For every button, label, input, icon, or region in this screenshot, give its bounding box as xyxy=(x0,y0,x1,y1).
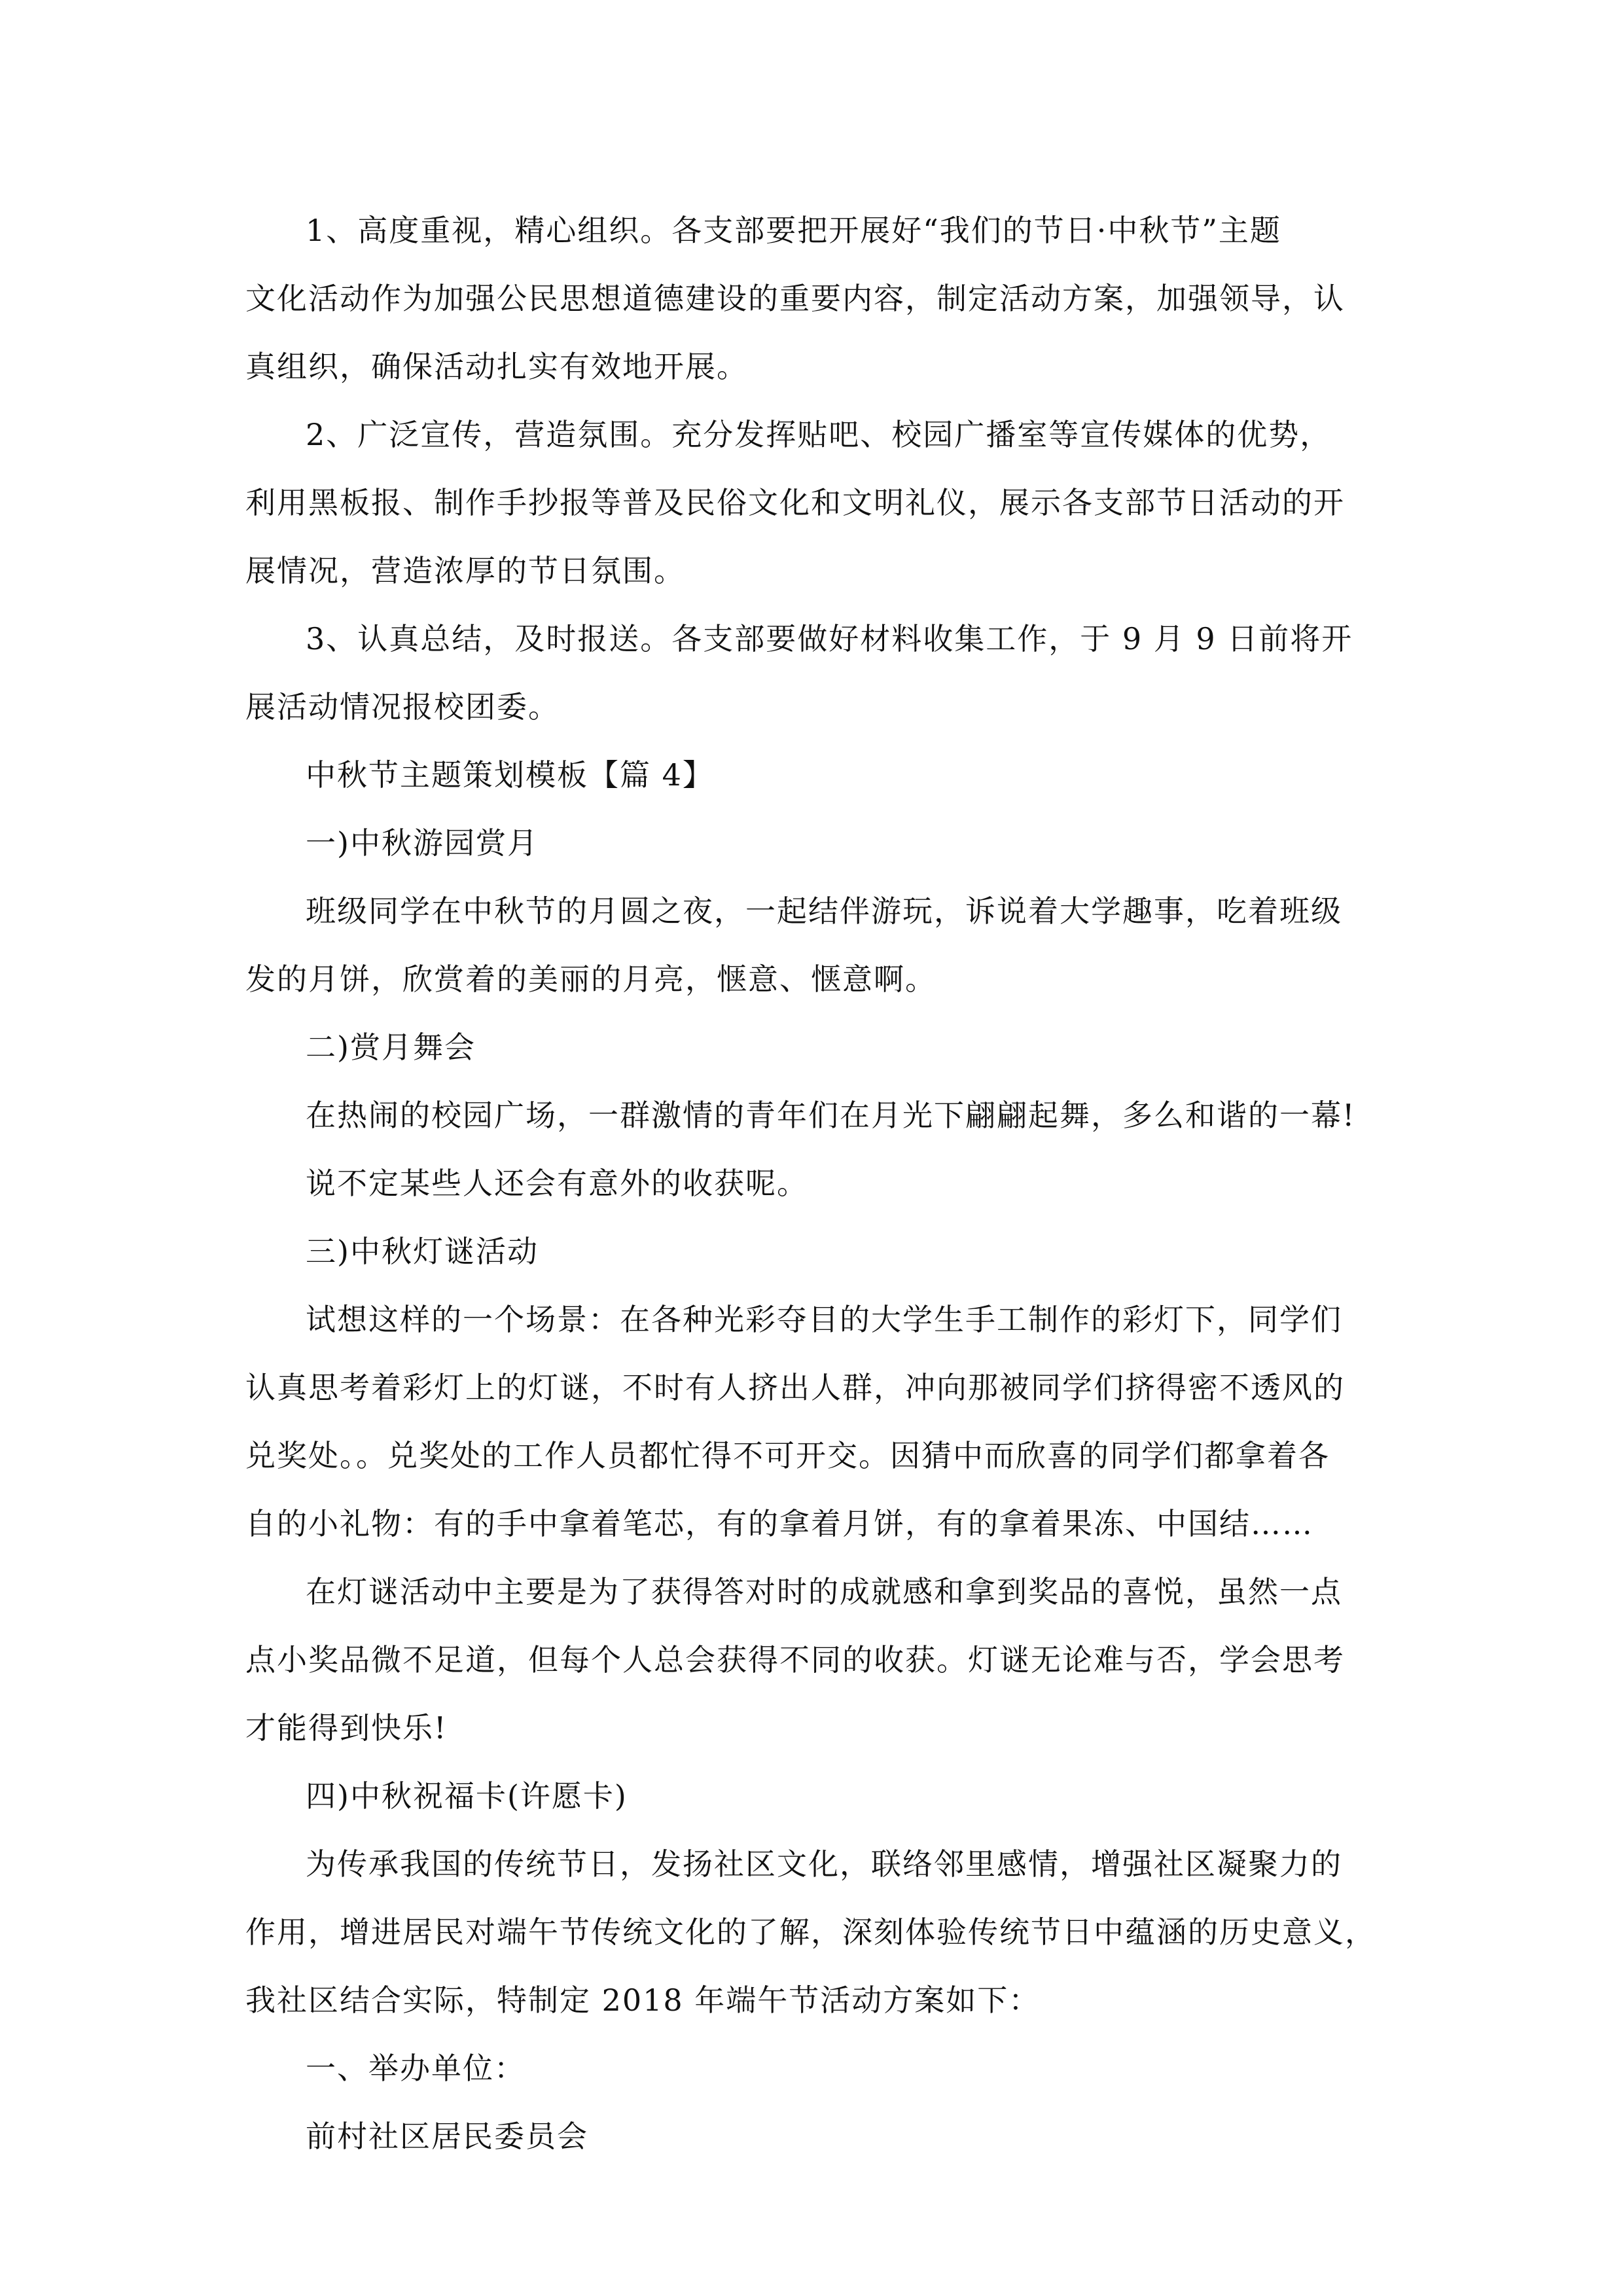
document-body xyxy=(245,196,1381,2170)
text-line: 班级同学在中秋节的月圆之夜，一起结伴游玩，诉说着大学趣事，吃着班级 xyxy=(306,893,1342,929)
paragraph-7 xyxy=(245,1558,1381,1762)
text-line: 3、认真总结，及时报送。各支部要做好材料收集工作，于 9 月 9 日前将开 xyxy=(306,621,1353,656)
paragraph-5 xyxy=(245,1081,1381,1217)
text-line: 点小奖品微不足道，但每个人总会获得不同的收获。灯谜无论难与否，学会思考 xyxy=(245,1642,1345,1677)
text-line: 文化活动作为加强公民思想道德建设的重要内容，制定活动方案，加强领导，认 xyxy=(245,281,1345,316)
text-line: 三)中秋灯谜活动 xyxy=(306,1234,539,1269)
text-line: 在灯谜活动中主要是为了获得答对时的成就感和拿到奖品的喜悦，虽然一点 xyxy=(306,1574,1342,1609)
organizer-name xyxy=(245,2102,1381,2170)
text-line: 我社区结合实际，特制定 2018 年端午节活动方案如下： xyxy=(245,1982,1041,2018)
text-line: 一、举办单位： xyxy=(306,2051,526,2086)
text-line: 自的小礼物：有的手中拿着笔芯，有的拿着月饼，有的拿着果冻、中国结…… xyxy=(245,1506,1313,1541)
text-line: 二)赏月舞会 xyxy=(306,1030,476,1065)
text-line: 1、高度重视，精心组织。各支部要把开展好“我们的节日·中秋节”主题 xyxy=(306,213,1281,248)
subheading-1 xyxy=(245,809,1381,877)
paragraph-6 xyxy=(245,1285,1381,1558)
paragraph-3 xyxy=(245,605,1381,741)
text-line: 一)中秋游园赏月 xyxy=(306,825,539,861)
text-line: 兑奖处。。兑奖处的工作人员都忙得不可开交。因猜中而欣喜的同学们都拿着各 xyxy=(245,1438,1330,1473)
subheading-2 xyxy=(245,1013,1381,1081)
text-line: 前村社区居民委员会 xyxy=(306,2119,588,2154)
subheading-3 xyxy=(245,1217,1381,1285)
text-line: 利用黑板报、制作手抄报等普及民俗文化和文明礼仪，展示各支部节日活动的开 xyxy=(245,485,1345,520)
text-line: 四)中秋祝福卡(许愿卡) xyxy=(306,1778,628,1814)
text-line: 展活动情况报校团委。 xyxy=(245,689,560,725)
text-line: 发的月饼，欣赏着的美丽的月亮，惬意、惬意啊。 xyxy=(245,961,936,997)
text-line: 在热闹的校园广场，一群激情的青年们在月光下翩翩起舞，多么和谐的一幕! xyxy=(306,1098,1356,1133)
paragraph-4 xyxy=(245,877,1381,1013)
text-line: 2、广泛宣传，营造氛围。充分发挥贴吧、校园广播室等宣传媒体的优势， xyxy=(306,417,1332,452)
paragraph-8 xyxy=(245,1830,1381,2034)
subheading-4 xyxy=(245,1762,1381,1830)
text-line: 试想这样的一个场景：在各种光彩夺目的大学生手工制作的彩灯下，同学们 xyxy=(306,1302,1342,1337)
text-line: 为传承我国的传统节日，发扬社区文化，联络邻里感情，增强社区凝聚力的 xyxy=(306,1846,1342,1882)
list-heading xyxy=(245,2034,1381,2102)
paragraph-1 xyxy=(245,196,1381,401)
text-line: 中秋节主题策划模板【篇 4】 xyxy=(306,757,714,793)
text-line: 才能得到快乐! xyxy=(245,1710,448,1746)
text-line: 认真思考着彩灯上的灯谜，不时有人挤出人群，冲向那被同学们挤得密不透风的 xyxy=(245,1370,1345,1405)
text-line: 作用，增进居民对端午节传统文化的了解，深刻体验传统节日中蕴涵的历史意义， xyxy=(245,1914,1376,1950)
text-line: 展情况，营造浓厚的节日氛围。 xyxy=(245,553,685,588)
section-heading xyxy=(245,741,1381,809)
text-line: 真组织，确保活动扎实有效地开展。 xyxy=(245,349,748,384)
text-line: 说不定某些人还会有意外的收获呢。 xyxy=(306,1166,808,1201)
paragraph-2 xyxy=(245,401,1381,605)
